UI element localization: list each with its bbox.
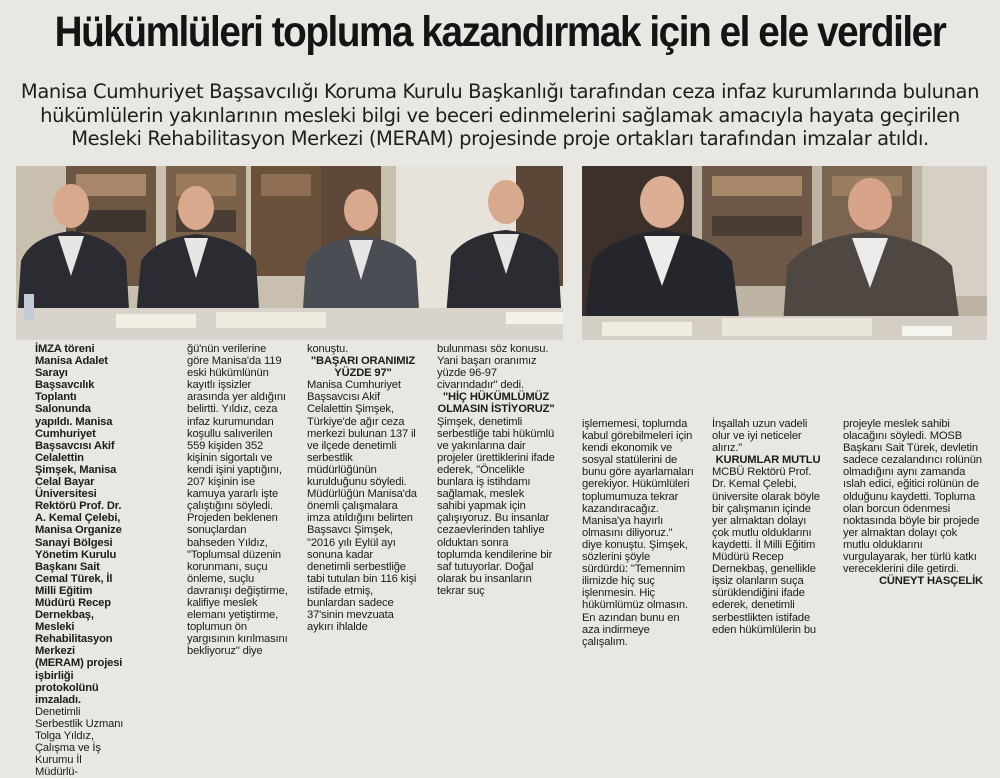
article-column-7 — [843, 418, 983, 587]
signing-photo-left — [16, 166, 563, 340]
crosshead-hukumlu: "HİÇ HÜKÜMLÜMÜZ OLMASIN İSTİYORUZ" — [437, 391, 555, 416]
column-text: Şimşek, denetimli serbestliğe tabi hükümlü ve yakınlarına dair projeler ürettiklerini ifade ederek, "Öncelikle bunlara iş istihdamı sağlamak, meslek sahibi yapmak için çalışıyoruz. Bu insanlar cezaevlerinden tahliye olduktan sonra toplumda kendilerine bir saf tutuyorlar. Doğal olarak bu insanların tekrar suç — [437, 415, 555, 597]
column-text: projeyle meslek sahibi olacağını söyledi. MOSB Başkanı Sait Türek, devletin sadece cezalandırıcı rolünün olmadığını aynı zamanda ıslah edici, eğitici rolünün de olduğunu kaydetti. Topluma olan borcun ödenmesi noktasında böyle bir projede yer almaktan dolayı çok mutlu olduklarını vurgulayarak, her türlü katkı vereceklerini dile getirdi. — [843, 418, 982, 576]
crosshead-kurumlar: KURUMLAR MUTLU — [715, 454, 821, 467]
article-column-5 — [582, 418, 694, 648]
article-column-4 — [437, 343, 555, 597]
article-column-2 — [187, 343, 289, 657]
author-signature: CÜNEYT HASÇELİK — [878, 575, 983, 588]
dropcap-word: İMZA — [35, 343, 62, 355]
article-subhead: Manisa Cumhuriyet Başsavcılığı Koruma Kurulu Başkanlığı tarafından ceza infaz kurumlarında bulunan hükümlülerin yakınlarının mesleki bilgi ve beceri edinmelerini sağlamak amacıyla hayata geçirilen Mesleki Rehabilitasyon Merkezi (MERAM) projesinde proje ortakları tarafından imzalar atıldı. — [20, 80, 980, 150]
column-text: ğü'nün verilerine göre Manisa'da 119 eski hükümlünün kayıtlı işsizler arasında yer aldığını belirtti. Yıldız, ceza infaz kurumundan koşullu salıverilen 559 kişiden 352 kişinin sigortalı ve kendi işini yaptığını, 207 kişinin ise kamuya yararlı işte çalıştığını söyledi. Projeden beklenen sonuçlardan bahseden Yıldız, "Toplumsal düzenin korunmanı, suçu önleme, suçlu davranışı değiştirme, kalifiye meslek elemanı yetiştirme, toplumun ön yargısının kırılmasını bekliyoruz" diye — [187, 343, 288, 658]
column-text: Denetimli Serbestlik Uzmanı Tolga Yıldız, Çalışma ve İş Kurumu İl Müdürlü- — [35, 705, 124, 778]
column-text: konuştu. — [307, 343, 349, 355]
article-column-3 — [307, 343, 419, 633]
column-text: işlememesi, toplumda kabul görebilmeleri için kendi ekonomik ve sosyal statülerini de bunu göre ayarlamaları gerekiyor. Hükümlüleri toplumumuza tekrar kazandıracağız. Manisa'ya hayırlı olmasını diliyoruz." diye konuştu. Şimşek, sözlerini şöyle sürdürdü: "Temennim ilimizde hiç suç işlenmesin. Hiç hükümlümüz olmasın. En azından bunu en aza indirmeye çalışalım. — [582, 418, 694, 648]
column-text: İnşallah uzun vadeli olur ve iyi neticeler alırız." — [712, 418, 808, 455]
column-text: Manisa Cumhuriyet Başsavcısı Akif Celalettin Şimşek, Türkiye'de ağır ceza merkezi bulunan 137 il ve ilçede denetimli serbestlik müdürlüğünün kurulduğunu söyledi. Müdürlüğün Manisa'da önemli çalışmalara imza atıldığını belirten Başsavcı Şimşek, "2016 yılı Eylül ayı sonuna kadar denetimli serbestliğe tabi tutulan bin 116 kişi istifade etmiş, bunlardan sadece 37'sinin mevzuata aykırı ihlalde — [307, 379, 417, 634]
column-text-bold: töreni Manisa Adalet Sarayı Başsavcılık Toplantı Salonunda yapıldı. Manisa Cumhuriyet Başsavcısı Akif Celalettin Şimşek, Manisa Celal Bayar Üniversitesi Rektörü Prof. Dr. A. Kemal Çelebi, Manisa Organize Sanayi Bölgesi Yönetim Kurulu Başkanı Sait Cemal Türek, İl Milli Eğitim Müdürü Recep Dernekbaş, Mesleki Rehabilitasyon Merkezi (MERAM) projesi işbirliği protokolünü imzaladı. — [35, 343, 123, 706]
article-headline: Hükümlüleri topluma kazandırmak için el ele verdiler — [54, 8, 946, 56]
article-column-1 — [35, 343, 125, 778]
column-text: MCBÜ Rektörü Prof. Dr. Kemal Çelebi, üniversite olarak böyle bir çalışmanın içinde yer almaktan dolayı çok mutlu olduklarını kaydetti. İl Milli Eğitim Müdürü Recep Dernekbaş, genellikle işsiz olanların suça sürüklendiğini ifade ederek, denetimli serbestlikten istifade eden hükümlülerin bu — [712, 466, 820, 636]
signing-photo-right — [582, 166, 987, 340]
article-column-6 — [712, 418, 824, 636]
crosshead-basari: "BAŞARI ORANIMIZ YÜZDE 97" — [310, 355, 416, 380]
column-text: bulunması söz konusu. Yani başarı oranımız yüzde 96-97 civarındadır" dedi. — [437, 343, 549, 392]
